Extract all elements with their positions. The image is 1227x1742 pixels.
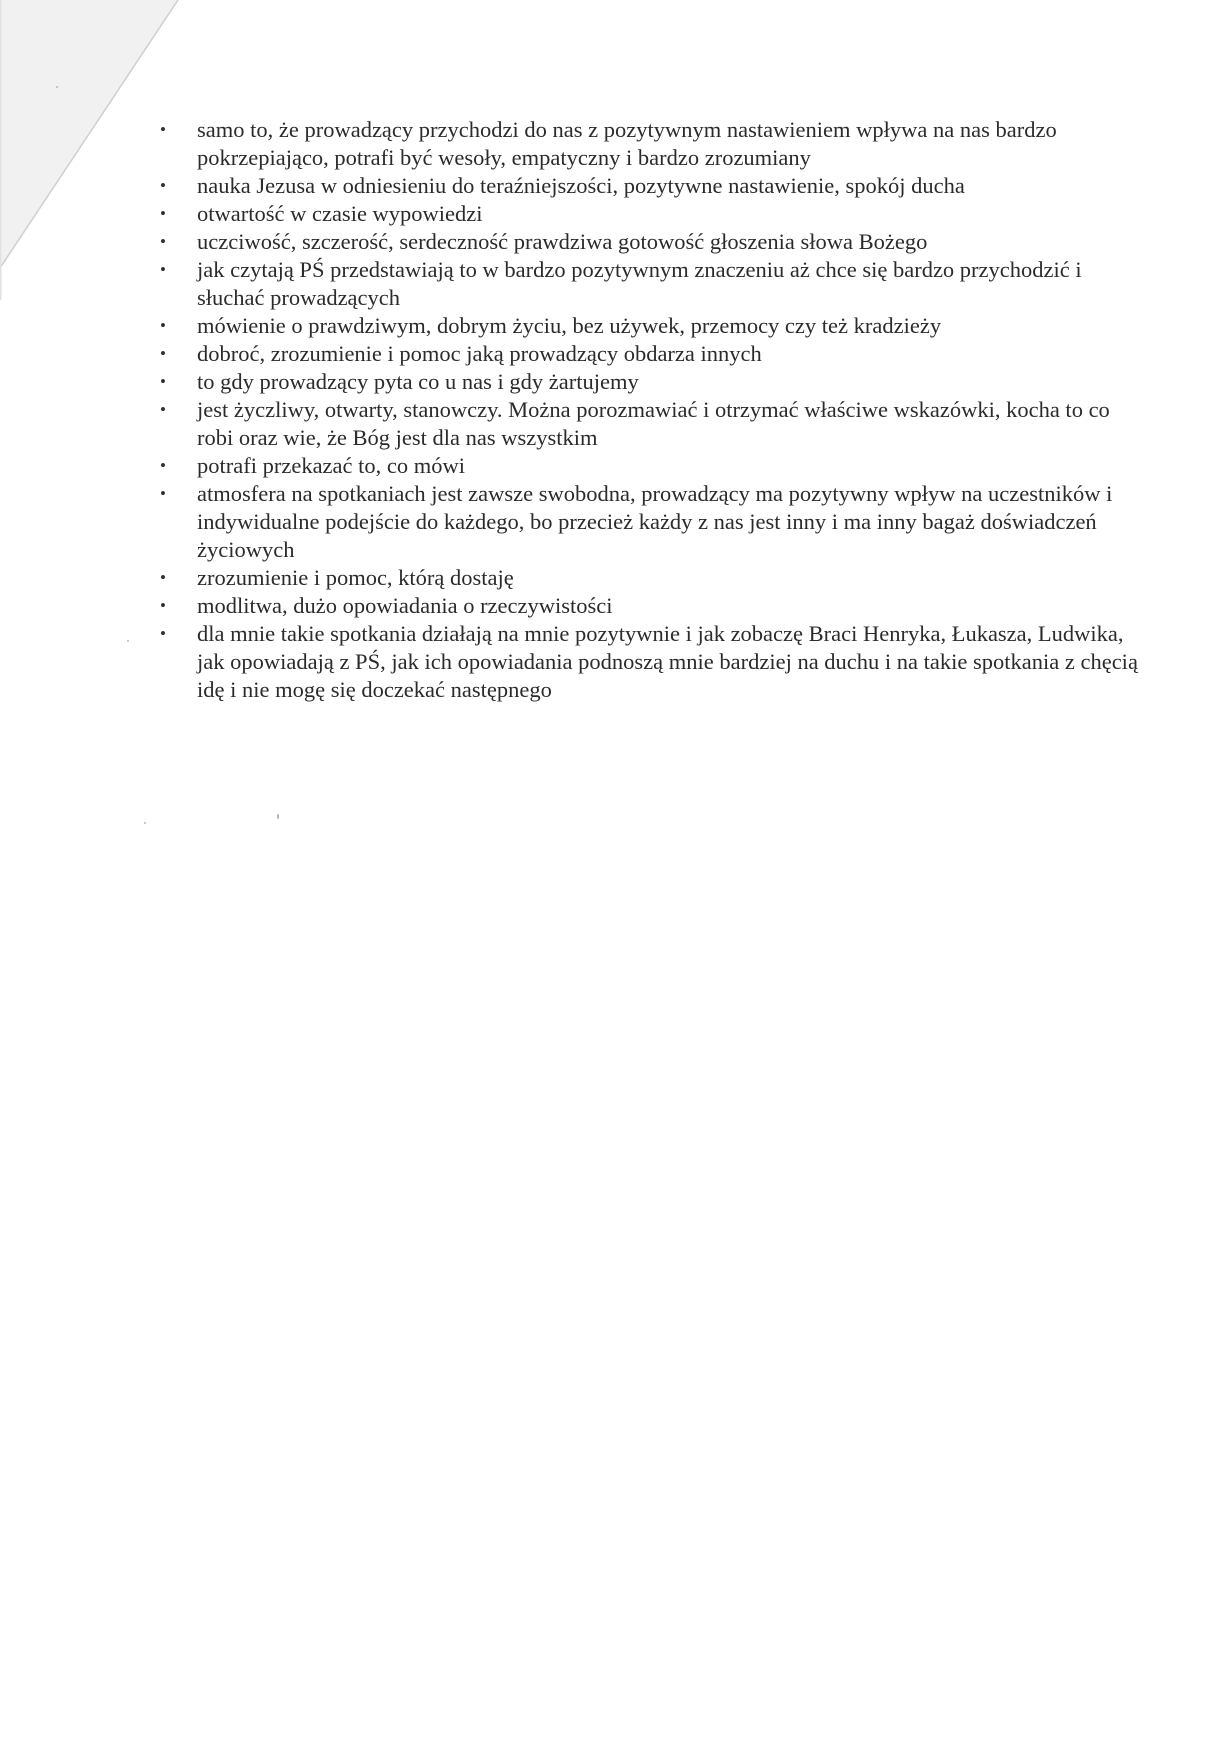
scan-speck [56,86,58,88]
list-item: • to gdy prowadzący pyta co u nas i gdy żartujemy [160,368,1150,396]
list-item: • uczciwość, szczerość, serdeczność prawdziwa gotowość głoszenia słowa Bożego [160,228,1150,256]
list-item: • atmosfera na spotkaniach jest zawsze swobodna, prowadzący ma pozytywny wpływ na uczestników i indywidualne podejście do każdego, bo przecież każdy z nas jest inny i ma inny bagaż doświadczeń życiowych [160,480,1150,564]
list-item: • nauka Jezusa w odniesieniu do teraźniejszości, pozytywne nastawienie, spokój ducha [160,172,1150,200]
scan-speck [277,814,279,819]
list-item: • mówienie o prawdziwym, dobrym życiu, bez używek, przemocy czy też kradzieży [160,312,1150,340]
list-item: • potrafi przekazać to, co mówi [160,452,1150,480]
list-item: • samo to, że prowadzący przychodzi do nas z pozytywnym nastawieniem wpływa na nas bardzo pokrzepiająco, potrafi być wesoły, empatyczny i bardzo zrozumiany [160,116,1150,172]
scan-speck [144,822,146,824]
list-item: • jak czytają PŚ przedstawiają to w bardzo pozytywnym znaczeniu aż chce się bardzo przychodzić i słuchać prowadzących [160,256,1150,312]
list-item: • dla mnie takie spotkania działają na mnie pozytywnie i jak zobaczę Braci Henryka, Łukasza, Ludwika, jak opowiadają z PŚ, jak ich opowiadania podnoszą mnie bardziej na duchu i na takie spotkania z chęcią idę i nie mogę się doczekać następnego [160,620,1150,704]
list-item: • dobroć, zrozumienie i pomoc jaką prowadzący obdarza innych [160,340,1150,368]
scan-speck [127,640,129,642]
list-item: • otwartość w czasie wypowiedzi [160,200,1150,228]
list-item: • modlitwa, dużo opowiadania o rzeczywistości [160,592,1150,620]
list-item: • jest życzliwy, otwarty, stanowczy. Można porozmawiać i otrzymać właściwe wskazówki, kocha to co robi oraz wie, że Bóg jest dla nas wszystkim [160,396,1150,452]
list-item: • zrozumienie i pomoc, którą dostaję [160,564,1150,592]
bullet-list [160,116,1150,704]
